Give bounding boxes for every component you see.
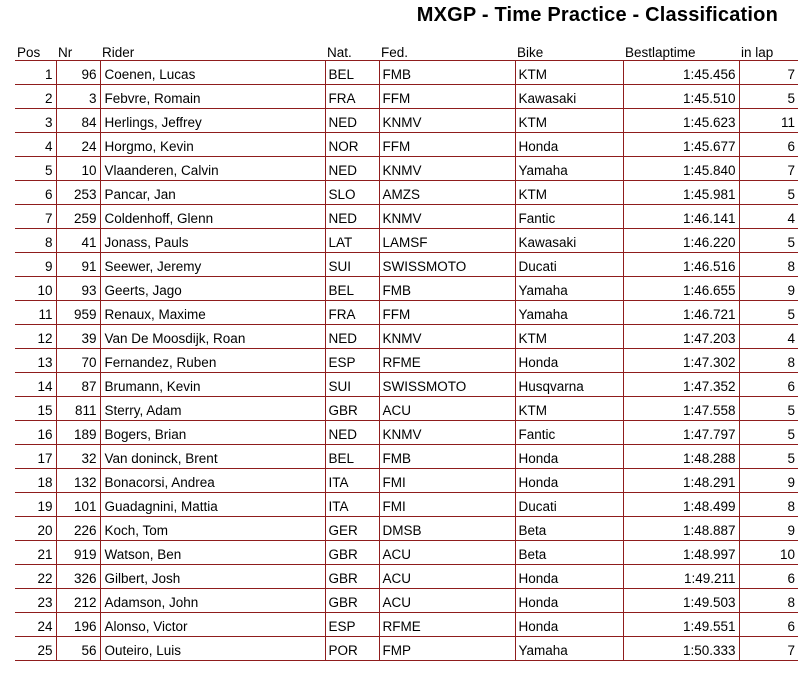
cell-in-lap: 9	[739, 517, 798, 541]
table-row	[15, 253, 798, 277]
cell-pos: 20	[15, 517, 56, 541]
table-row	[15, 541, 798, 565]
cell-in-lap: 8	[739, 589, 798, 613]
cell-nat: FRA	[325, 85, 379, 109]
cell-fed: KNMV	[379, 421, 515, 445]
table-row	[15, 397, 798, 421]
table-row	[15, 133, 798, 157]
cell-fed: FMB	[379, 277, 515, 301]
cell-in-lap: 9	[739, 469, 798, 493]
cell-nr: 41	[56, 229, 100, 253]
cell-nr: 24	[56, 133, 100, 157]
cell-rider: Horgmo, Kevin	[100, 133, 325, 157]
cell-rider: Koch, Tom	[100, 517, 325, 541]
cell-fed: LAMSF	[379, 229, 515, 253]
cell-fed: FFM	[379, 301, 515, 325]
cell-fed: ACU	[379, 541, 515, 565]
cell-bike: Honda	[515, 349, 623, 373]
cell-nat: ITA	[325, 493, 379, 517]
cell-rider: Brumann, Kevin	[100, 373, 325, 397]
cell-rider: Geerts, Jago	[100, 277, 325, 301]
cell-bestlaptime: 1:45.981	[623, 181, 739, 205]
cell-bestlaptime: 1:45.840	[623, 157, 739, 181]
cell-fed: ACU	[379, 589, 515, 613]
cell-nat: GBR	[325, 541, 379, 565]
cell-bestlaptime: 1:49.551	[623, 613, 739, 637]
cell-rider: Pancar, Jan	[100, 181, 325, 205]
cell-bestlaptime: 1:50.333	[623, 637, 739, 661]
header-fed: Fed.	[379, 38, 515, 61]
table-row	[15, 421, 798, 445]
cell-bestlaptime: 1:47.302	[623, 349, 739, 373]
cell-bestlaptime: 1:45.677	[623, 133, 739, 157]
cell-bike: Beta	[515, 541, 623, 565]
cell-pos: 21	[15, 541, 56, 565]
cell-rider: Herlings, Jeffrey	[100, 109, 325, 133]
cell-nr: 96	[56, 61, 100, 85]
cell-pos: 25	[15, 637, 56, 661]
cell-bike: Ducati	[515, 493, 623, 517]
cell-bike: Honda	[515, 469, 623, 493]
table-row	[15, 229, 798, 253]
cell-pos: 13	[15, 349, 56, 373]
header-nat: Nat.	[325, 38, 379, 61]
cell-in-lap: 9	[739, 277, 798, 301]
table-row	[15, 589, 798, 613]
page-title: MXGP - Time Practice - Classification	[416, 4, 778, 26]
cell-bike: Yamaha	[515, 301, 623, 325]
cell-pos: 3	[15, 109, 56, 133]
table-row	[15, 613, 798, 637]
cell-bestlaptime: 1:47.352	[623, 373, 739, 397]
cell-in-lap: 7	[739, 61, 798, 85]
cell-rider: Renaux, Maxime	[100, 301, 325, 325]
cell-nr: 32	[56, 445, 100, 469]
cell-fed: AMZS	[379, 181, 515, 205]
cell-in-lap: 5	[739, 397, 798, 421]
cell-bestlaptime: 1:46.141	[623, 205, 739, 229]
cell-fed: KNMV	[379, 109, 515, 133]
table-row	[15, 565, 798, 589]
cell-nr: 101	[56, 493, 100, 517]
cell-nr: 196	[56, 613, 100, 637]
cell-nr: 10	[56, 157, 100, 181]
table-row	[15, 301, 798, 325]
cell-bestlaptime: 1:45.456	[623, 61, 739, 85]
table-row	[15, 445, 798, 469]
cell-fed: ACU	[379, 565, 515, 589]
cell-bike: Kawasaki	[515, 85, 623, 109]
cell-bestlaptime: 1:46.655	[623, 277, 739, 301]
cell-nat: FRA	[325, 301, 379, 325]
cell-pos: 8	[15, 229, 56, 253]
cell-fed: FMI	[379, 493, 515, 517]
cell-fed: SWISSMOTO	[379, 253, 515, 277]
cell-nr: 189	[56, 421, 100, 445]
cell-nat: LAT	[325, 229, 379, 253]
cell-bestlaptime: 1:46.220	[623, 229, 739, 253]
cell-in-lap: 6	[739, 565, 798, 589]
cell-bike: Honda	[515, 565, 623, 589]
cell-in-lap: 6	[739, 133, 798, 157]
table-row	[15, 205, 798, 229]
cell-nat: ITA	[325, 469, 379, 493]
cell-pos: 5	[15, 157, 56, 181]
cell-nat: NED	[325, 421, 379, 445]
cell-nat: NED	[325, 157, 379, 181]
cell-rider: Jonass, Pauls	[100, 229, 325, 253]
cell-in-lap: 10	[739, 541, 798, 565]
cell-nat: GER	[325, 517, 379, 541]
cell-bestlaptime: 1:46.516	[623, 253, 739, 277]
cell-nat: GBR	[325, 565, 379, 589]
cell-nr: 3	[56, 85, 100, 109]
cell-in-lap: 5	[739, 445, 798, 469]
cell-rider: Alonso, Victor	[100, 613, 325, 637]
cell-nat: NED	[325, 205, 379, 229]
cell-in-lap: 4	[739, 205, 798, 229]
cell-nr: 811	[56, 397, 100, 421]
table-row	[15, 61, 798, 85]
cell-fed: KNMV	[379, 205, 515, 229]
cell-in-lap: 5	[739, 181, 798, 205]
cell-nr: 132	[56, 469, 100, 493]
cell-bestlaptime: 1:48.288	[623, 445, 739, 469]
cell-nat: BEL	[325, 277, 379, 301]
cell-in-lap: 8	[739, 493, 798, 517]
cell-fed: DMSB	[379, 517, 515, 541]
cell-bestlaptime: 1:47.797	[623, 421, 739, 445]
cell-rider: Febvre, Romain	[100, 85, 325, 109]
cell-bike: KTM	[515, 181, 623, 205]
cell-nr: 84	[56, 109, 100, 133]
cell-rider: Outeiro, Luis	[100, 637, 325, 661]
cell-in-lap: 6	[739, 373, 798, 397]
cell-bike: Honda	[515, 133, 623, 157]
cell-fed: FMB	[379, 445, 515, 469]
cell-rider: Gilbert, Josh	[100, 565, 325, 589]
table-row	[15, 637, 798, 661]
table-row	[15, 349, 798, 373]
cell-rider: Van doninck, Brent	[100, 445, 325, 469]
cell-nat: GBR	[325, 397, 379, 421]
cell-bike: Honda	[515, 445, 623, 469]
cell-bike: KTM	[515, 109, 623, 133]
cell-in-lap: 11	[739, 109, 798, 133]
cell-nr: 93	[56, 277, 100, 301]
cell-pos: 7	[15, 205, 56, 229]
cell-fed: FFM	[379, 133, 515, 157]
cell-fed: RFME	[379, 349, 515, 373]
cell-rider: Vlaanderen, Calvin	[100, 157, 325, 181]
cell-pos: 17	[15, 445, 56, 469]
cell-pos: 9	[15, 253, 56, 277]
table-row	[15, 109, 798, 133]
cell-fed: FMI	[379, 469, 515, 493]
cell-rider: Watson, Ben	[100, 541, 325, 565]
cell-nr: 87	[56, 373, 100, 397]
cell-fed: ACU	[379, 397, 515, 421]
cell-bestlaptime: 1:48.499	[623, 493, 739, 517]
cell-pos: 16	[15, 421, 56, 445]
cell-in-lap: 5	[739, 229, 798, 253]
header-rider: Rider	[100, 38, 325, 61]
cell-rider: Adamson, John	[100, 589, 325, 613]
header-nr: Nr	[56, 38, 100, 61]
cell-rider: Coldenhoff, Glenn	[100, 205, 325, 229]
cell-rider: Guadagnini, Mattia	[100, 493, 325, 517]
cell-nat: SUI	[325, 373, 379, 397]
table-row	[15, 517, 798, 541]
cell-fed: SWISSMOTO	[379, 373, 515, 397]
cell-bestlaptime: 1:48.291	[623, 469, 739, 493]
cell-pos: 12	[15, 325, 56, 349]
cell-bike: KTM	[515, 325, 623, 349]
cell-rider: Coenen, Lucas	[100, 61, 325, 85]
cell-rider: Fernandez, Ruben	[100, 349, 325, 373]
cell-in-lap: 8	[739, 349, 798, 373]
cell-in-lap: 4	[739, 325, 798, 349]
cell-nat: NED	[325, 109, 379, 133]
cell-nr: 212	[56, 589, 100, 613]
header-bestlaptime: Bestlaptime	[623, 38, 739, 61]
header-row	[15, 38, 798, 61]
cell-bestlaptime: 1:49.503	[623, 589, 739, 613]
cell-pos: 24	[15, 613, 56, 637]
cell-rider: Sterry, Adam	[100, 397, 325, 421]
cell-bestlaptime: 1:45.623	[623, 109, 739, 133]
cell-bike: Beta	[515, 517, 623, 541]
cell-bestlaptime: 1:49.211	[623, 565, 739, 589]
cell-bike: Ducati	[515, 253, 623, 277]
cell-bike: KTM	[515, 397, 623, 421]
cell-bike: Fantic	[515, 421, 623, 445]
cell-fed: RFME	[379, 613, 515, 637]
cell-pos: 2	[15, 85, 56, 109]
cell-bestlaptime: 1:47.203	[623, 325, 739, 349]
cell-bestlaptime: 1:46.721	[623, 301, 739, 325]
cell-pos: 18	[15, 469, 56, 493]
cell-nat: BEL	[325, 445, 379, 469]
table-row	[15, 277, 798, 301]
cell-in-lap: 5	[739, 421, 798, 445]
cell-nat: BEL	[325, 61, 379, 85]
cell-pos: 14	[15, 373, 56, 397]
cell-bike: Yamaha	[515, 277, 623, 301]
cell-pos: 22	[15, 565, 56, 589]
cell-bike: Honda	[515, 589, 623, 613]
cell-in-lap: 7	[739, 637, 798, 661]
cell-in-lap: 5	[739, 301, 798, 325]
cell-rider: Bonacorsi, Andrea	[100, 469, 325, 493]
cell-nat: POR	[325, 637, 379, 661]
cell-fed: FMB	[379, 61, 515, 85]
cell-bike: Fantic	[515, 205, 623, 229]
cell-in-lap: 6	[739, 613, 798, 637]
cell-pos: 15	[15, 397, 56, 421]
cell-rider: Van De Moosdijk, Roan	[100, 325, 325, 349]
cell-pos: 23	[15, 589, 56, 613]
cell-bike: Honda	[515, 613, 623, 637]
cell-fed: KNMV	[379, 157, 515, 181]
header-in-lap: in lap	[739, 38, 798, 61]
table-row	[15, 181, 798, 205]
cell-nat: GBR	[325, 589, 379, 613]
cell-nr: 326	[56, 565, 100, 589]
cell-nat: SLO	[325, 181, 379, 205]
cell-bestlaptime: 1:45.510	[623, 85, 739, 109]
table-row	[15, 85, 798, 109]
table-row	[15, 325, 798, 349]
classification-table	[15, 38, 798, 661]
cell-bike: Husqvarna	[515, 373, 623, 397]
cell-nat: NOR	[325, 133, 379, 157]
table-row	[15, 493, 798, 517]
table-row	[15, 469, 798, 493]
header-bike: Bike	[515, 38, 623, 61]
cell-fed: FFM	[379, 85, 515, 109]
cell-bike: Kawasaki	[515, 229, 623, 253]
cell-nr: 226	[56, 517, 100, 541]
cell-pos: 1	[15, 61, 56, 85]
header-pos: Pos	[15, 38, 56, 61]
cell-pos: 4	[15, 133, 56, 157]
cell-pos: 10	[15, 277, 56, 301]
cell-nr: 253	[56, 181, 100, 205]
cell-in-lap: 8	[739, 253, 798, 277]
cell-pos: 19	[15, 493, 56, 517]
cell-fed: FMP	[379, 637, 515, 661]
cell-bestlaptime: 1:48.997	[623, 541, 739, 565]
cell-nat: ESP	[325, 613, 379, 637]
cell-in-lap: 7	[739, 157, 798, 181]
table-row	[15, 373, 798, 397]
cell-nr: 39	[56, 325, 100, 349]
table-row	[15, 157, 798, 181]
cell-bike: KTM	[515, 61, 623, 85]
cell-nat: NED	[325, 325, 379, 349]
cell-rider: Seewer, Jeremy	[100, 253, 325, 277]
cell-nr: 919	[56, 541, 100, 565]
cell-nat: ESP	[325, 349, 379, 373]
cell-pos: 11	[15, 301, 56, 325]
cell-fed: KNMV	[379, 325, 515, 349]
cell-bike: Yamaha	[515, 157, 623, 181]
cell-nat: SUI	[325, 253, 379, 277]
cell-nr: 91	[56, 253, 100, 277]
cell-nr: 56	[56, 637, 100, 661]
cell-pos: 6	[15, 181, 56, 205]
cell-in-lap: 5	[739, 85, 798, 109]
cell-bike: Yamaha	[515, 637, 623, 661]
cell-nr: 70	[56, 349, 100, 373]
cell-nr: 959	[56, 301, 100, 325]
cell-bestlaptime: 1:48.887	[623, 517, 739, 541]
cell-bestlaptime: 1:47.558	[623, 397, 739, 421]
cell-nr: 259	[56, 205, 100, 229]
cell-rider: Bogers, Brian	[100, 421, 325, 445]
